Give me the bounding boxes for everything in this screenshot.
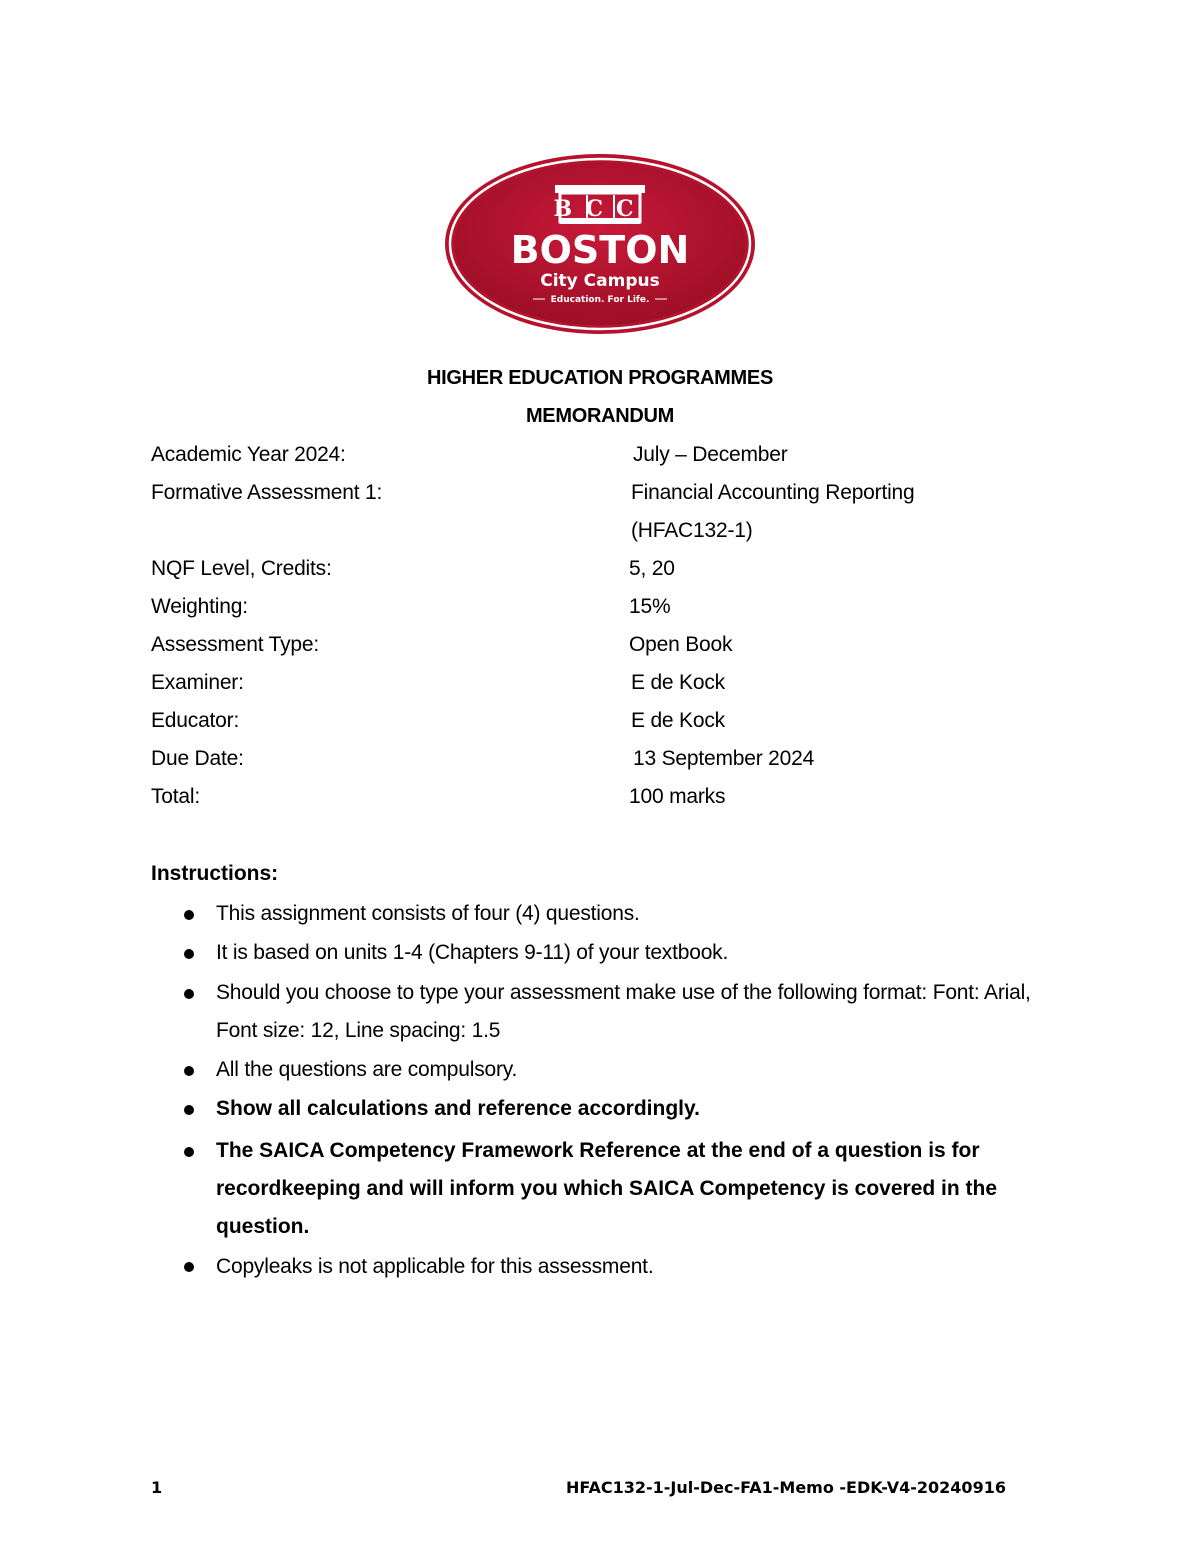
- document-code: HFAC132-1-Jul-Dec-FA1-Memo -EDK-V4-20240916: [566, 1478, 1006, 1497]
- instruction-item-bold: Show all calculations and reference accordingly.: [216, 1097, 700, 1120]
- boston-city-campus-logo: [443, 152, 757, 336]
- meta-value: 5, 20: [629, 557, 675, 580]
- instruction-item-bold: The SAICA Competency Framework Reference at the end of a question is for recordkeeping and will inform you which SAICA Competency is covered in the question.: [216, 1139, 998, 1238]
- instruction-item: Copyleaks is not applicable for this assessment.: [216, 1255, 654, 1278]
- meta-label: Examiner:: [151, 671, 244, 694]
- meta-label: Weighting:: [151, 595, 248, 618]
- meta-label: Formative Assessment 1:: [151, 481, 383, 504]
- bullet-icon: [184, 910, 194, 920]
- bcc-monogram: [553, 185, 646, 224]
- meta-label: Total:: [151, 785, 200, 808]
- instruction-item: It is based on units 1-4 (Chapters 9-11) of your textbook.: [216, 941, 729, 964]
- instruction-item: Should you choose to type your assessment make use of the following format: Font: Arial, Font size: 12, Line spacing: 1.5: [216, 981, 1031, 1042]
- bullet-icon: [184, 1066, 194, 1076]
- logo-name: BOSTON: [510, 228, 690, 272]
- instruction-item: This assignment consists of four (4) questions.: [216, 902, 640, 925]
- logo-monogram-text: BCC: [553, 196, 647, 222]
- instructions-title: Instructions:: [151, 862, 279, 885]
- logo-tagline: Education. For Life.: [550, 295, 650, 305]
- meta-label: Assessment Type:: [151, 633, 319, 656]
- meta-label: Educator:: [151, 709, 240, 732]
- document-type-heading: MEMORANDUM: [525, 405, 675, 427]
- meta-value: E de Kock: [631, 709, 725, 732]
- meta-value: July – December: [633, 443, 788, 466]
- bullet-icon: [184, 1262, 194, 1272]
- meta-value: Financial Accounting Reporting: [631, 481, 915, 504]
- meta-value: 100 marks: [629, 785, 726, 808]
- meta-value: Open Book: [629, 633, 733, 656]
- meta-label: NQF Level, Credits:: [151, 557, 332, 580]
- meta-label: Academic Year 2024:: [151, 443, 346, 466]
- page-number: 1: [151, 1478, 163, 1497]
- meta-value: 15%: [629, 595, 671, 618]
- bullet-icon: [184, 1147, 194, 1157]
- meta-value: 13 September 2024: [633, 747, 815, 770]
- meta-label: Due Date:: [151, 747, 244, 770]
- bullet-icon: [184, 1105, 194, 1115]
- bullet-icon: [184, 949, 194, 959]
- meta-value: E de Kock: [631, 671, 725, 694]
- instruction-item: All the questions are compulsory.: [216, 1058, 518, 1081]
- meta-value: (HFAC132-1): [631, 519, 753, 542]
- programme-heading: HIGHER EDUCATION PROGRAMMES: [427, 367, 773, 389]
- logo-subtitle: City Campus: [540, 271, 660, 291]
- bullet-icon: [184, 989, 194, 999]
